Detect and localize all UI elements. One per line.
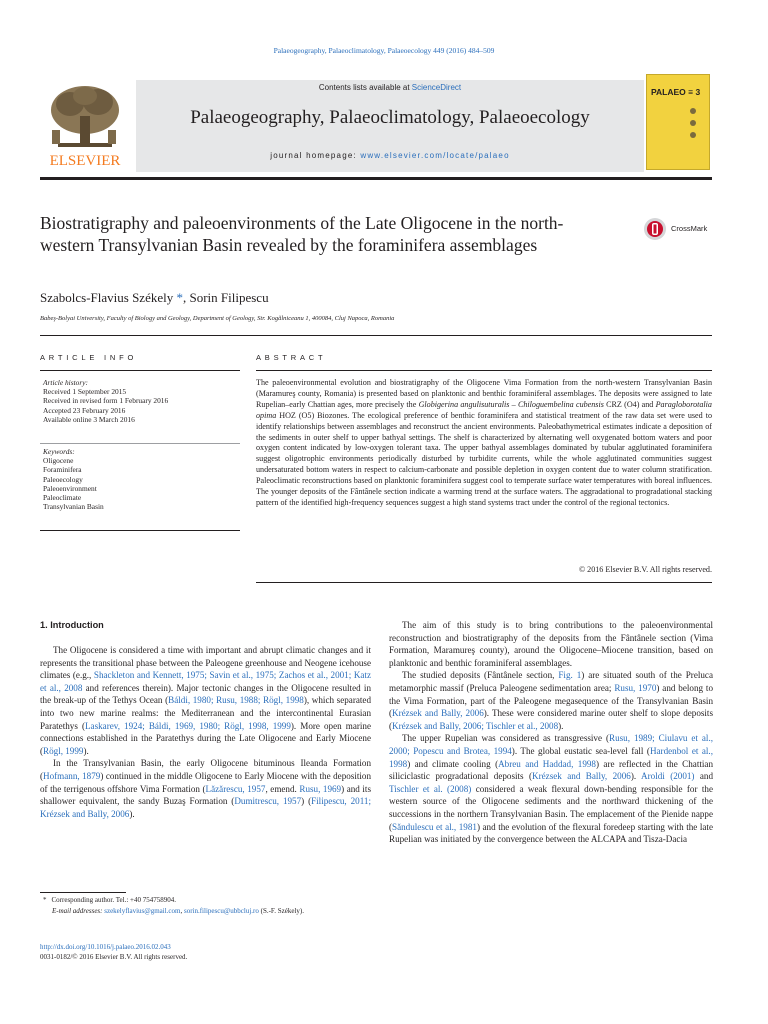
citation-link[interactable]: Báldi, 1980; Rusu, 1988; Rögl, 1998	[168, 695, 304, 706]
divider	[40, 370, 240, 371]
banner-divider	[40, 177, 712, 180]
body-text: ) are situated south of the Preluca metamorphic massif (Preluca Paleogene sedimentation area;	[389, 670, 714, 693]
taxon-name: Globigerina angulisuturalis – Chiloguembelina cubensis	[418, 399, 604, 409]
body-paragraph	[389, 732, 713, 845]
body-text: ). The global eustatic sea-level fall (	[511, 745, 650, 756]
abstract-copyright: © 2016 Elsevier B.V. All rights reserved.	[578, 565, 712, 574]
citation-link[interactable]: Krézsek and Bally, 2006	[392, 708, 484, 719]
citation-link[interactable]: Săndulescu et al., 1981	[392, 821, 477, 832]
body-text: ), which separated into two new marine realms: the Mediterranean and the intercontinental Eurasian Paratethys (	[40, 695, 371, 731]
sciencedirect-link[interactable]: ScienceDirect	[411, 83, 462, 92]
body-text: ) and its shallower equivalent, the sandy Buzaş Formation (	[40, 783, 371, 807]
citation-link[interactable]: Rögl, 1999	[43, 745, 84, 756]
history-label: Article history:	[43, 378, 88, 387]
abstract-text: The paleoenvironmental evolution and biostratigraphy of the Oligocene Vima Formation from the north-western Transylvanian Basin (Maramureş county, Romania) is presented based on planktonic and benthic foraminiferal assemblages. The deposits were assigned to late Rupelian–early Chattian ages, more precisely the	[256, 378, 712, 409]
body-text: ) and belong to the Vima Formation, part of the Paleogene megasequence of the Transylvanian Basin (	[389, 682, 713, 719]
citation-link[interactable]: Laskarev, 1924; Báldi, 1969, 1980; Rögl, 1998, 1999	[84, 720, 291, 731]
article-info-heading: ARTICLE INFO	[40, 353, 138, 362]
corresponding-author-marker[interactable]: *	[173, 290, 183, 305]
body-text: The upper Rupelian was considered as transgressive (	[402, 733, 610, 744]
email-link[interactable]: sorin.filipescu@ubbcluj.ro	[183, 906, 259, 915]
body-text: ). These were considered marine outer shelf to slope deposits (	[389, 708, 714, 731]
keyword: Foraminifera	[43, 465, 82, 475]
footnotes	[43, 895, 382, 916]
article-title: Biostratigraphy and paleoenvironments of the Late Oligocene in the north-western Transylvanian Basin revealed by the foraminifera assemblages	[40, 213, 564, 255]
section-heading: 1. Introduction	[40, 620, 104, 630]
citation-link[interactable]: Hofmann, 1879	[43, 770, 101, 781]
body-text: ) and climate cooling (	[407, 758, 499, 769]
body-column-right	[389, 619, 713, 846]
doi-block	[40, 942, 187, 962]
footnote-text: Corresponding author. Tel.: +40 754758904.	[51, 896, 176, 904]
body-text: ). More open marine connections established in the Paratethys during the Late Oligocene and Early Miocene (	[40, 720, 371, 756]
crossmark-icon	[643, 217, 667, 241]
author-separator: ,	[182, 290, 190, 305]
cover-title	[651, 87, 700, 97]
keyword: Oligocene	[43, 456, 74, 466]
elsevier-tree-icon	[40, 80, 130, 172]
body-column-left	[40, 644, 371, 820]
body-text: The studied deposits (Fântânele section,	[402, 670, 559, 681]
journal-citation-link[interactable]: Palaeogeography, Palaeoclimatology, Palaeoecology 449 (2016) 484–509	[273, 46, 495, 55]
body-paragraph	[389, 669, 713, 732]
abstract-text: HOZ (O5) Biozones. The ecological preference of benthic foraminifera and statistical treatment of the raw data set were used to identify relationships between assemblages and reconstruct the ancient environments. Paleobathymetrical estimates indicate a deposition of the sediments in outer shelf to upper bathyal settings. The shelf is characterized by alternating well oxygenated bottom waters and poor oxygen content indicated by low-oxygen tolerant taxa. The upper bathyal assemblages dominated by tubular agglutinated foraminifera suggest oligotrophic environments periodically disturbed by turbidite currents, while the whole agglutinated communities suggest undersaturated bottom waters in respect to calcium-carbonate and possible depletion in oxygen content due to water column stratification. Paleoclimatic reconstructions based on planktonic foraminifera suggest cool to temperate surface water temperatures with boreal influences. The younger deposits of the Fântânele section indicate a warming trend at the surface waters. The aggradational to progradational stacking pattern of the identified high-frequency sequences suggest a high stand systems tract under the control of the regional tectonics.	[256, 410, 712, 507]
citation-link[interactable]: Lăzărescu, 1957	[205, 783, 266, 794]
body-paragraph	[40, 757, 371, 820]
keyword: Paleoenvironment	[43, 483, 97, 493]
keyword: Transylvanian Basin	[43, 502, 104, 512]
body-text: considered a weak flexural down-bending responsible for the western source of the Oligocene sediments and the northward thickening of the successions in the northern Transylvanian Basin. The emplacement of the Pienide nappe (	[389, 783, 713, 832]
abstract-text: CRZ (O4) and	[603, 399, 656, 409]
contents-prefix: Contents lists available at	[318, 83, 412, 92]
email-link[interactable]: szekelyflavius@gmail.com	[104, 906, 181, 915]
author-name[interactable]: Sorin Filipescu	[189, 290, 269, 305]
footnote-divider	[40, 892, 126, 893]
email-separator: ,	[180, 906, 184, 915]
body-text: ) and the evolution of the flexural foredeep starting with the late Rupelian was initiated by the convergence between the ALCAPA and Tisza-Dacia	[389, 821, 713, 845]
elsevier-logo[interactable]	[40, 80, 130, 172]
body-text: ) are reflected in the Chattian siliciclastic progradational deposits (	[389, 758, 713, 782]
body-text: The aim of this study is to bring contributions to the paleoenvironmental reconstruction and biostratigraphy of the deposits from the Fântânele section (Vima Formation, Maramureş county), around the Oligocene–Miocene transition, based on planktonic and benthic foraminiferal assemblages.	[389, 620, 713, 668]
publisher-logo-text: ELSEVIER	[49, 153, 121, 169]
homepage-prefix: journal homepage:	[270, 151, 361, 160]
crossmark-label: CrossMark	[671, 224, 708, 233]
cover-badge: 3	[695, 87, 701, 97]
body-text: ) (	[301, 796, 312, 807]
citation-link[interactable]: Krézsek and Bally, 2006	[532, 771, 631, 782]
cover-dot-icon	[690, 108, 696, 114]
journal-banner	[40, 80, 644, 175]
cover-title-text: PALAEO	[651, 87, 686, 97]
keywords-label: Keywords:	[43, 447, 75, 456]
taxon-name: Paragloborotalia opima	[256, 399, 712, 420]
citation-link[interactable]: Aroldi (2001)	[641, 771, 695, 782]
citation-link[interactable]: Fig. 1	[558, 670, 582, 681]
keyword: Paleoclimate	[43, 493, 82, 503]
citation-link[interactable]: Filipescu, 2011; Krézsek and Bally, 2006	[40, 796, 371, 819]
issn-line: 0031-0182/© 2016 Elsevier B.V. All rights reserved.	[40, 953, 188, 961]
affiliation: Babeş-Bolyai University, Faculty of Biology and Geology, Department of Geology, Str. Kogălniceanu 1, 400084, Cluj Napoca, Romania	[40, 315, 395, 322]
body-text: In the Transylvanian Basin, the early Oligocene bituminous Ileanda Formation (	[40, 758, 371, 781]
citation-link[interactable]: Rusu, 1989; Ciulavu et al., 2000; Popescu and Brotea, 1994	[389, 733, 714, 756]
citation-link[interactable]: Tischler et al. (2008)	[389, 783, 472, 794]
email-suffix: (S.-F. Székely).	[258, 906, 304, 915]
contents-line	[136, 83, 644, 92]
citation-link[interactable]: Rusu, 1969	[299, 783, 342, 794]
footnote-corresponding	[43, 895, 382, 906]
history-item: Available online 3 March 2016	[43, 414, 135, 424]
history-item: Received in revised form 1 February 2016	[43, 396, 169, 406]
body-text: , emend.	[265, 783, 300, 794]
citation-link[interactable]: Shackleton and Kennett, 1975; Savin et al., 1975; Zachos et al., 2001; Katz et al., 2008	[40, 670, 371, 693]
footnote-emails	[52, 906, 382, 917]
keywords-list	[43, 447, 104, 511]
author-list	[40, 290, 269, 306]
body-text: The Oligocene is considered a time with important and abrupt climatic changes and it represents the transitional phase between the Paleogene greenhouse and Neogene icehouse climates (e.g.,	[40, 645, 371, 681]
divider	[40, 530, 240, 531]
journal-name: Palaeogeography, Palaeoclimatology, Palaeoecology	[190, 107, 590, 128]
body-text: ).	[83, 745, 89, 756]
article-history	[43, 378, 168, 424]
divider	[40, 335, 712, 336]
citation-link[interactable]: Dumitrescu, 1957	[234, 796, 302, 807]
body-paragraph	[40, 644, 371, 757]
citation-link[interactable]: Abreu and Haddad, 1998	[498, 758, 596, 769]
history-item: Accepted 23 February 2016	[43, 405, 126, 415]
citation-link[interactable]: Rusu, 1970	[614, 682, 657, 693]
author-name[interactable]: Szabolcs-Flavius Székely	[40, 290, 174, 305]
divider	[256, 370, 712, 371]
body-text: and references therein). Major tectonic changes in the Oligocene resulted in the break-up of the Tethys Ocean (	[40, 682, 371, 706]
citation-link[interactable]: Hardenbol et al., 1998	[389, 745, 713, 769]
homepage-line	[136, 151, 644, 160]
abstract-heading: ABSTRACT	[256, 353, 327, 362]
body-text: and	[694, 771, 714, 782]
divider	[256, 582, 712, 583]
homepage-url-link[interactable]: www.elsevier.com/locate/palaeo	[360, 151, 510, 160]
journal-cover-thumbnail[interactable]	[646, 74, 710, 170]
history-item: Received 1 September 2015	[43, 387, 127, 397]
footnote-marker: *	[43, 896, 47, 904]
doi-link[interactable]: http://dx.doi.org/10.1016/j.palaeo.2016.02.043	[40, 943, 171, 951]
cover-dot-icon	[690, 132, 696, 138]
crossmark-button[interactable]	[643, 217, 723, 241]
body-text: ).	[630, 771, 642, 782]
body-text: ) continued in the middle Oligocene to Early Miocene with the deposition of the terrigenous offshore Vima Formation (	[40, 770, 372, 794]
body-text: ).	[558, 720, 564, 731]
cover-lines-icon: ≡	[688, 87, 694, 97]
body-text: ).	[129, 808, 135, 819]
abstract-body	[256, 378, 712, 509]
journal-banner-box	[136, 80, 644, 172]
citation-link[interactable]: Krézsek and Bally, 2006; Tischler et al., 2008	[392, 720, 559, 731]
body-paragraph	[389, 619, 713, 669]
email-label: E-mail addresses:	[52, 906, 105, 915]
cover-dot-icon	[690, 120, 696, 126]
keyword: Paleoecology	[43, 474, 83, 484]
divider	[40, 443, 240, 444]
